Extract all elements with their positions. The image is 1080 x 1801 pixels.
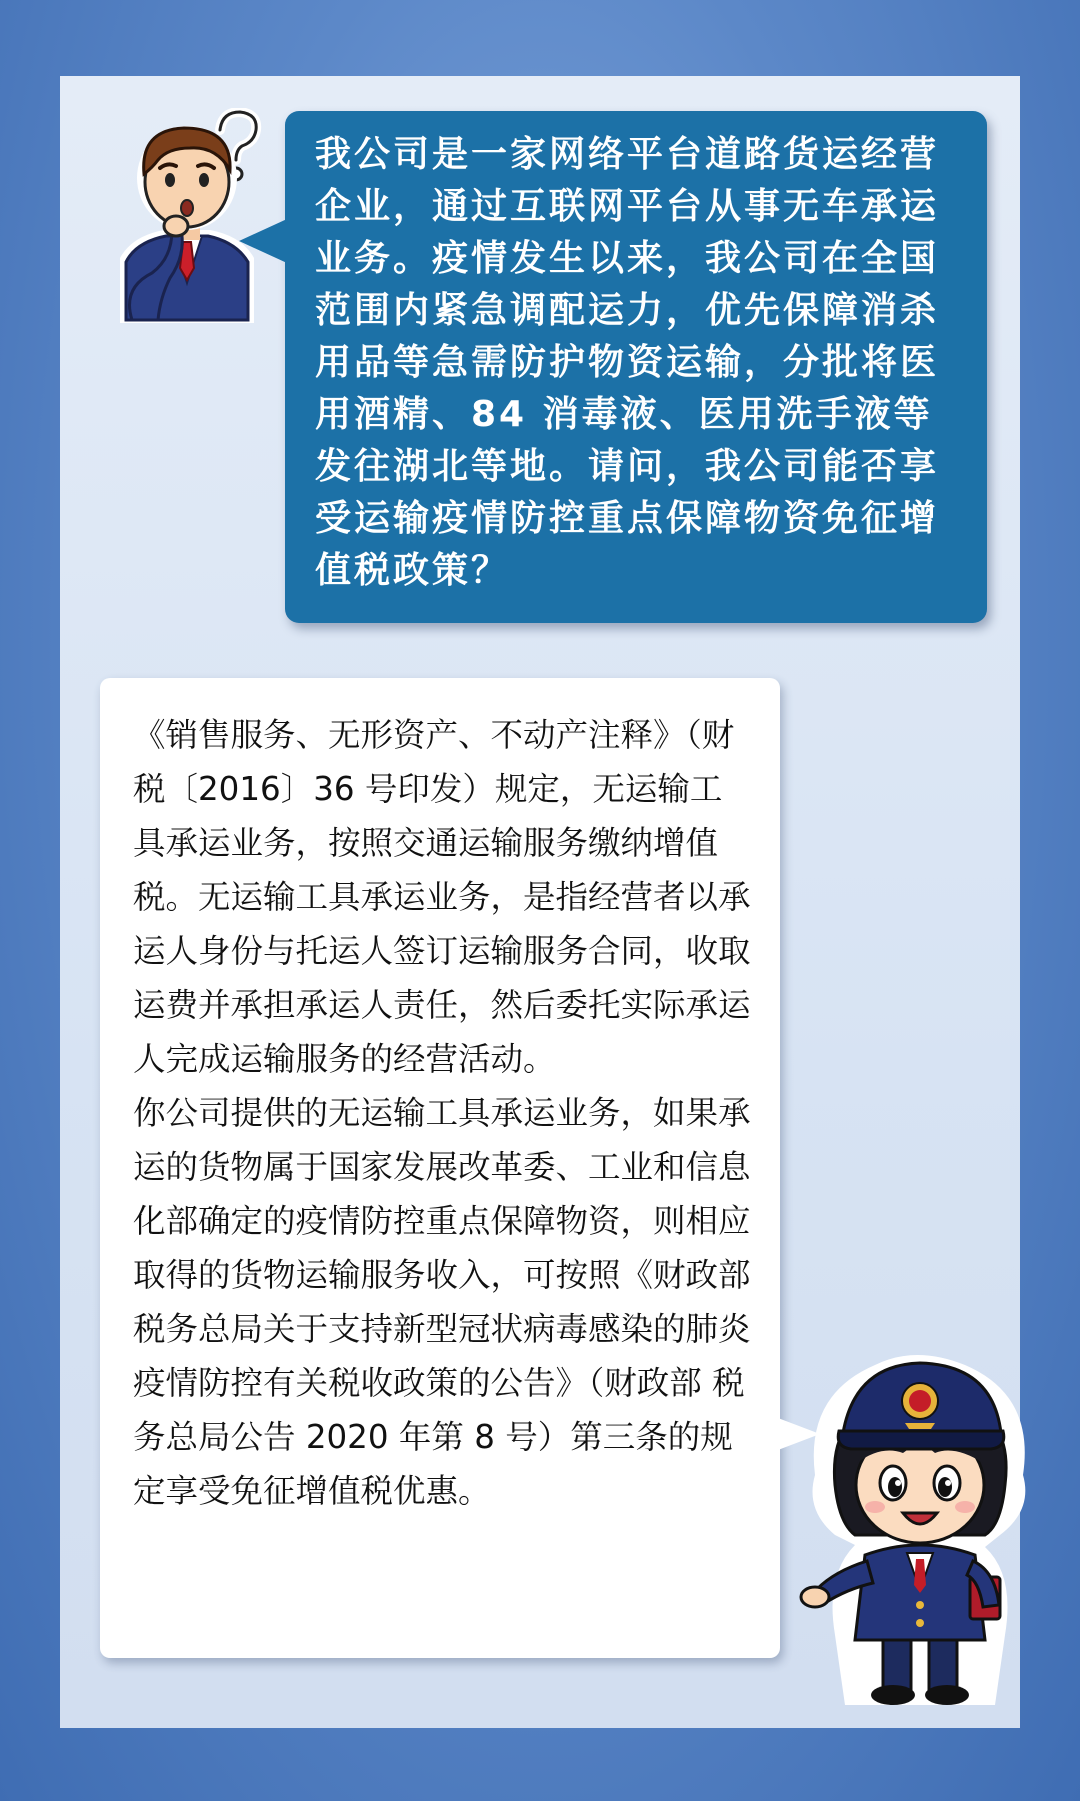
answer-paragraph-1: 《销售服务、无形资产、不动产注释》（财税〔2016〕36 号印发）规定，无运输工具承运业务，按照交通运输服务缴纳增值税。无运输工具承运业务，是指经营者以承运人身份与托运人签订运输服务合同，收取运费并承担承运人责任，然后委托实际承运人完成运输服务的经营活动。	[133, 716, 751, 1078]
tax-officer-icon	[795, 1335, 1045, 1710]
question-text: 我公司是一家网络平台道路货运经营企业，通过互联网平台从事无车承运业务。疫情发生以来，我公司在全国范围内紧急调配运力，优先保障消杀用品等急需防护物资运输，分批将医用酒精、84 消毒液、医用洗手液等发往湖北等地。请问，我公司能否享受运输疫情防控重点保障物资免征增值税政策？	[315, 134, 940, 591]
confused-businessman-icon	[112, 108, 272, 323]
answer-paragraph-2: 你公司提供的无运输工具承运业务，如果承运的货物属于国家发展改革委、工业和信息化部确定的疫情防控重点保障物资，则相应取得的货物运输服务收入，可按照《财政部 税务总局关于支持新型冠状病毒感染的肺炎疫情防控有关税收政策的公告》（财政部 税务总局公告 2020 年第 8 号）第三条的规定享受免征增值税优惠。	[133, 1094, 751, 1510]
question-bubble	[285, 111, 987, 623]
answer-bubble	[100, 678, 780, 1658]
